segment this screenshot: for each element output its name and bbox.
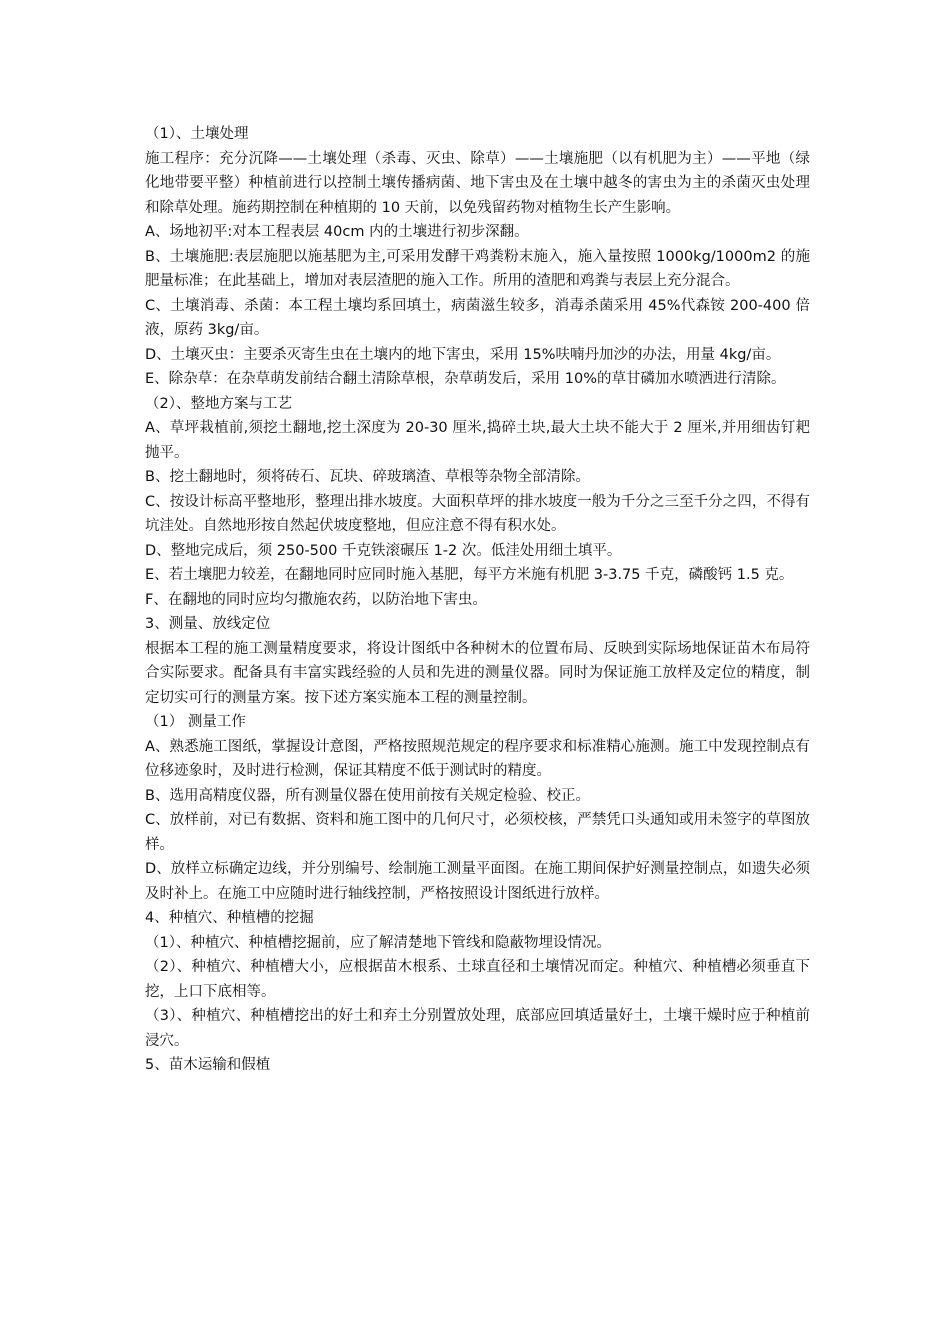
item-pit-size: （2）、种植穴、种植槽大小，应根据苗木根系、土球直径和土壤情况而定。种植穴、种植槽必须垂直下挖，上口下底相等。 <box>145 959 810 1000</box>
heading-transport: 5、苗木运输和假植 <box>145 1057 271 1073</box>
heading-survey-work: （1） 测量工作 <box>145 714 246 730</box>
paragraph-surveying: 根据本工程的施工测量精度要求，将设计图纸中各种树木的位置布局、反映到实际场地保证苗木布局符合实际要求。配备具有丰富实践经验的人员和先进的测量仪器。同时为保证施工放样及定位的精度，制定切实可行的测量方案。按下述方案实施本工程的测量控制。 <box>145 640 810 706</box>
heading-soil-treatment: （1）、土壤处理 <box>145 126 249 142</box>
item-verification: C、放样前，对已有数据、资料和施工图中的几何尺寸，必须校核，严禁凭口头通知或用未签字的草图放样。 <box>145 812 810 853</box>
item-staking: D、放样立标确定边线，并分别编号、绘制施工测量平面图。在施工期间保护好测量控制点，如遗失必须及时补上。在施工中应随时进行轴线控制，严格按照设计图纸进行放样。 <box>145 861 810 902</box>
item-base-fertilizer: E、若土壤肥力较差，在翻地同时应同时施入基肥，每平方米施有机肥 3-3.75 千克，磷酸钙 1.5 克。 <box>145 567 794 583</box>
item-drawings: A、熟悉施工图纸，掌握设计意图，严格按照规范规定的程序要求和标准精心施测。施工中发现控制点有位移迹象时，及时进行检测，保证其精度不低于测试时的精度。 <box>145 738 810 779</box>
item-weeding: E、除杂草：在杂草萌发前结合翻土清除草根，杂草萌发后，采用 10%的草甘磷加水喷洒进行清除。 <box>145 371 786 387</box>
item-pit-soil: （3）、种植穴、种植槽挖出的好土和弃土分别置放处理，底部应回填适量好土，土壤干燥时应于种植前浸穴。 <box>145 1008 810 1049</box>
heading-land-preparation: （2）、整地方案与工艺 <box>145 395 292 412</box>
item-grading: C、按设计标高平整地形，整理出排水坡度。大面积草坪的排水坡度一般为千分之三至千分之四，不得有坑洼处。自然地形按自然起伏坡度整地，但应注意不得有积水处。 <box>145 493 810 534</box>
item-pit-survey: （1）、种植穴、种植槽挖掘前，应了解清楚地下管线和隐蔽物埋设情况。 <box>145 934 611 951</box>
item-debris-removal: B、挖土翻地时，须将砖石、瓦块、碎玻璃渣、草根等杂物全部清除。 <box>145 469 590 485</box>
item-rolling: D、整地完成后，须 250-500 千克铁滚碾压 1-2 次。低洼处用细土填平。 <box>145 542 622 559</box>
item-site-leveling: A、场地初平:对本工程表层 40cm 内的土壤进行初步深翻。 <box>145 224 529 240</box>
paragraph-procedure: 施工程序：充分沉降——土壤处理（杀毒、灭虫、除草）——土壤施肥（以有机肥为主）——平地（绿化地带要平整）种植前进行以控制土壤传播病菌、地下害虫及在土壤中越冬的害虫为主的杀菌灭虫处理和除草处理。施药期控制在种植期的 10 天前，以免残留药物对植物生长产生影响。 <box>145 150 810 216</box>
item-soil-fertilizing: B、土壤施肥:表层施肥以施基肥为主,可采用发酵干鸡粪粉末施入，施入量按照 1000kg/1000m2 的施肥量标准；在此基础上，增加对表层渣肥的施入工作。所用的渣肥和鸡粪与表层上充分混合。 <box>145 248 810 289</box>
heading-surveying: 3、测量、放线定位 <box>145 616 271 632</box>
item-soil-insecticide: D、土壤灭虫：主要杀灭寄生虫在土壤内的地下害虫，采用 15%呋喃丹加沙的办法，用量 4kg/亩。 <box>145 346 781 363</box>
item-soil-disinfection: C、土壤消毒、杀菌：本工程土壤均系回填土，病菌滋生较多，消毒杀菌采用 45%代森铵 200-400 倍液，原药 3kg/亩。 <box>145 297 810 338</box>
document-body <box>145 122 810 1078</box>
heading-planting-pits: 4、种植穴、种植槽的挖掘 <box>145 910 314 926</box>
item-pesticide: F、在翻地的同时应均匀撒施农药，以防治地下害虫。 <box>145 591 487 608</box>
item-instruments: B、选用高精度仪器，所有测量仪器在使用前按有关规定检验、校正。 <box>145 787 590 804</box>
item-digging: A、草坪栽植前,须挖土翻地,挖土深度为 20-30 厘米,捣碎土块,最大土块不能大于 2 厘米,并用细齿钉耙抛平。 <box>145 420 810 461</box>
